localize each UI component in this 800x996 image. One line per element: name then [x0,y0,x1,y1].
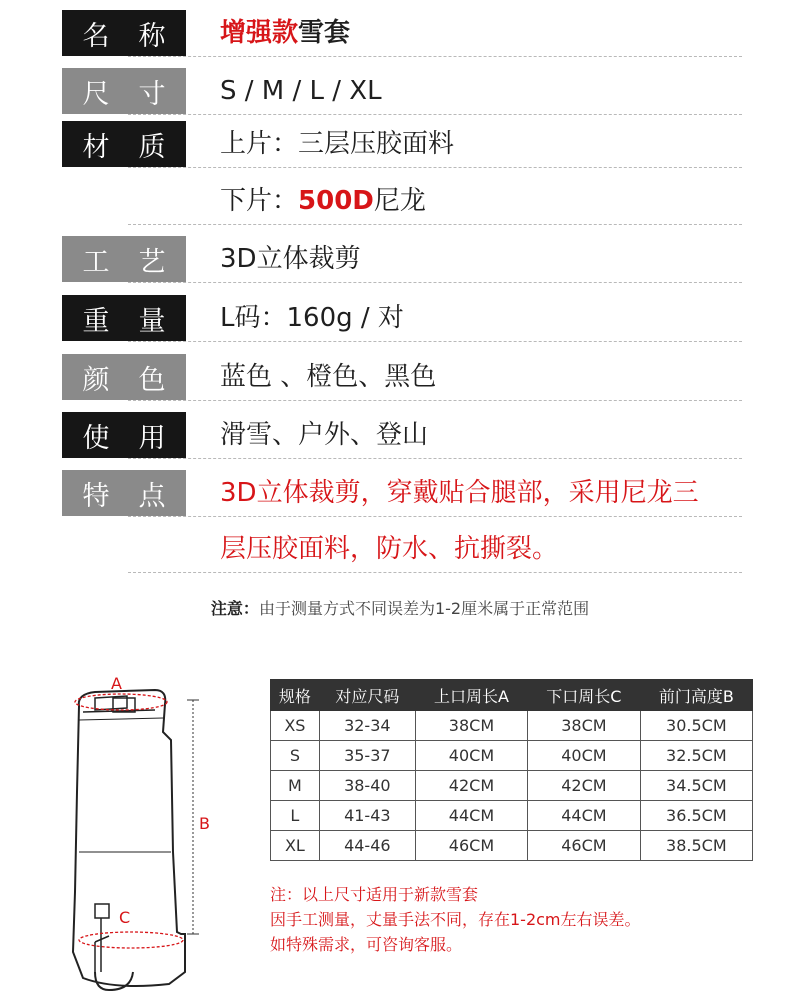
spec-label-char: 用 [138,422,166,454]
spec-label-char: 质 [138,131,166,163]
red-notes [270,882,641,957]
table-cell: 35-37 [319,741,415,771]
spec-row [62,412,742,458]
table-cell: 38.5CM [640,831,752,861]
spec-value [220,354,436,400]
table-cell: 46CM [415,831,527,861]
spec-label [62,412,186,458]
spec-label [62,470,186,516]
table-cell: 44CM [528,801,641,831]
header-bottom-circumference: 下口周长C [528,680,641,711]
spec-label-char: 材 [82,131,110,163]
spec-value [220,470,699,516]
spec-label-char: 寸 [138,78,166,110]
table-cell: S [271,741,320,771]
header-top-circumference: 上口周长A [415,680,527,711]
spec-label-char: 工 [82,246,110,278]
size-table [270,679,753,861]
spec-value-part: 3D立体裁剪 [220,244,361,274]
spec-value-part: 滑雪、户外、登山 [220,420,429,450]
table-cell: 44CM [415,801,527,831]
spec-row [62,354,742,400]
spec-label-char: 艺 [138,246,166,278]
table-row [271,831,753,861]
spec-label [62,236,186,282]
spec-value-part: 层压胶面料，防水、抗撕裂。 [220,534,559,564]
spec-label-char: 颜 [82,364,110,396]
spec-label [62,295,186,341]
header-front-height: 前门高度B [640,680,752,711]
spec-label [62,68,186,114]
table-row [271,771,753,801]
spec-row [62,121,742,167]
spec-label-char: 使 [82,422,110,454]
spec-row [62,236,742,282]
spec-value [220,68,382,114]
spec-value-part: 尼龙 [373,186,426,216]
spec-value [220,121,454,167]
dashed-divider [128,224,742,225]
diagram-label-a: A [111,674,122,693]
table-cell: M [271,771,320,801]
spec-label-char: 称 [138,20,166,52]
spec-value [220,236,361,282]
table-cell: L [271,801,320,831]
spec-value-part: 雪套 [298,18,351,48]
spec-label-char: 量 [138,305,166,337]
table-cell: 40CM [415,741,527,771]
red-note-line: 注：以上尺寸适用于新款雪套 [270,885,479,904]
diagram-label-b: B [199,814,210,833]
spec-label-char: 点 [138,480,166,512]
spec-value-part: 下片： [220,186,299,216]
table-cell: 42CM [415,771,527,801]
table-cell: 30.5CM [640,711,752,741]
table-row [271,801,753,831]
table-row [271,711,753,741]
dashed-divider [128,516,742,517]
red-note-line: 如特殊需求，可咨询客服。 [270,935,463,954]
spec-label [62,121,186,167]
spec-row [62,68,742,114]
table-cell: 38-40 [319,771,415,801]
spec-value [220,10,350,56]
spec-row [62,178,742,224]
dashed-divider [128,458,742,459]
table-cell: 32.5CM [640,741,752,771]
spec-value-part: 3D立体裁剪，穿戴贴合腿部，采用尼龙三 [220,478,699,508]
note-text: 由于测量方式不同误差为1-2厘米属于正常范围 [258,599,590,618]
note-prefix: 注意： [210,599,259,618]
table-cell: 38CM [415,711,527,741]
spec-value [220,295,404,341]
table-cell: 44-46 [319,831,415,861]
spec-label-char: 色 [138,364,166,396]
table-row [271,741,753,771]
spec-row [62,295,742,341]
size-table-header-row [271,680,753,711]
table-cell: 32-34 [319,711,415,741]
table-cell: XL [271,831,320,861]
spec-label [62,354,186,400]
spec-value [220,412,428,458]
diagram-label-c: C [119,908,131,927]
table-cell: 38CM [528,711,641,741]
gaiter-diagram [55,672,235,992]
spec-label [62,10,186,56]
dashed-divider [128,114,742,115]
spec-value-part: L码：160g / 对 [220,303,404,333]
measurement-note [0,596,800,619]
dashed-divider [128,341,742,342]
table-cell: 46CM [528,831,641,861]
spec-value [220,178,426,224]
dashed-divider [128,56,742,57]
spec-value-part: S / M / L / XL [220,76,382,106]
spec-row [62,526,742,572]
spec-label-char: 特 [82,480,110,512]
spec-value [220,526,558,572]
table-cell: 40CM [528,741,641,771]
header-size: 规格 [271,680,320,711]
spec-value-part: 500D [298,186,374,216]
header-shoe-size: 对应尺码 [319,680,415,711]
spec-label-char: 名 [82,20,110,52]
table-cell: 42CM [528,771,641,801]
spec-value-part: 增强款 [220,18,299,48]
spec-label-char: 重 [82,305,110,337]
spec-row [62,10,742,56]
red-note-line: 因手工测量，丈量手法不同，存在1-2cm左右误差。 [270,910,641,929]
dashed-divider [128,282,742,283]
dashed-divider [128,167,742,168]
spec-value-part: 上片：三层压胶面料 [220,129,455,159]
spec-row [62,470,742,516]
table-cell: 41-43 [319,801,415,831]
table-cell: XS [271,711,320,741]
dashed-divider [128,572,742,573]
dashed-divider [128,400,742,401]
spec-value-part: 蓝色 、橙色、黑色 [220,362,437,392]
table-cell: 36.5CM [640,801,752,831]
spec-label-char: 尺 [82,78,110,110]
table-cell: 34.5CM [640,771,752,801]
